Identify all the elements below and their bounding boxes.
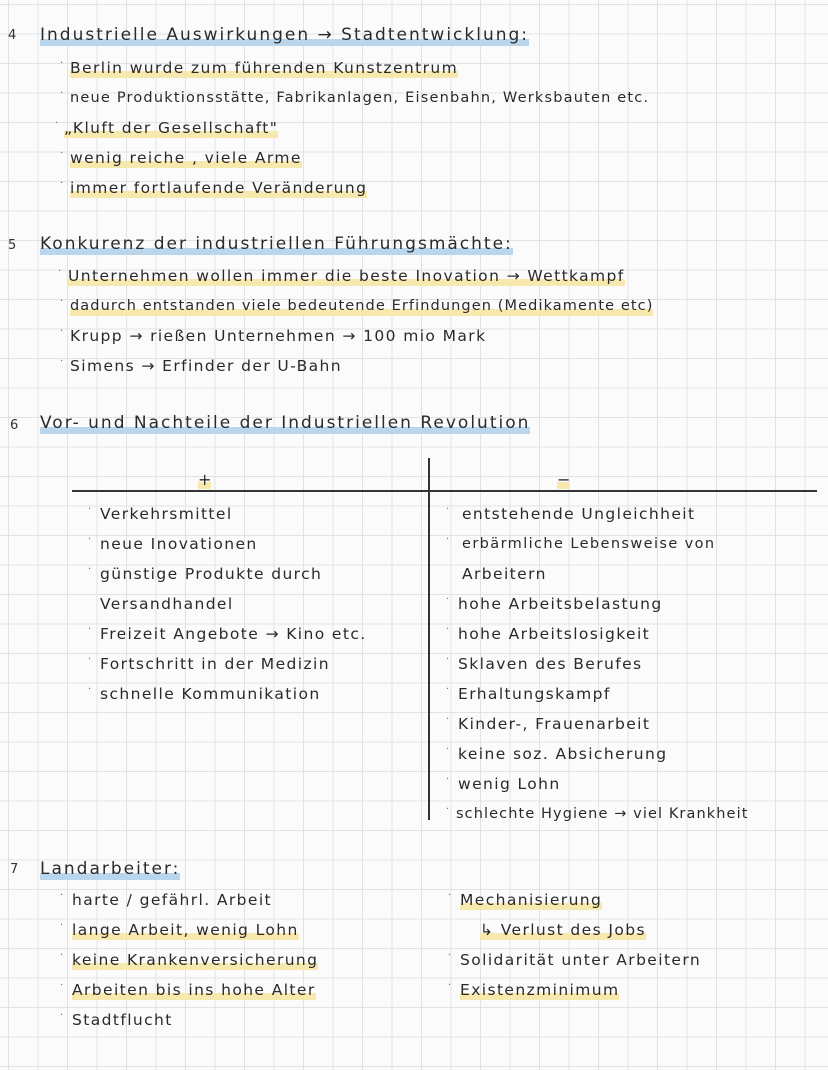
bullet: · <box>60 920 64 931</box>
bullet: · <box>446 804 450 815</box>
cons-symbol: − <box>557 470 571 489</box>
table-rule <box>72 490 817 492</box>
bullet: · <box>448 980 452 991</box>
bullet: · <box>60 58 64 69</box>
section-number: 4 <box>8 28 17 43</box>
list-item: Arbeiten bis ins hohe Alter <box>72 981 316 999</box>
bullet: · <box>446 774 450 785</box>
pros-item: schnelle Kommunikation <box>100 685 321 703</box>
cons-item: Kinder-, Frauenarbeit <box>458 715 651 733</box>
pros-item: Freizeit Angebote → Kino etc. <box>100 625 367 643</box>
bullet: · <box>60 296 64 307</box>
cons-item: keine soz. Absicherung <box>458 745 668 763</box>
bullet: · <box>60 890 64 901</box>
bullet: · <box>446 624 450 635</box>
list-item: Solidarität unter Arbeitern <box>460 951 702 969</box>
bullet: · <box>446 504 450 515</box>
cons-item: entstehende Ungleichheit <box>462 505 696 523</box>
bullet: · <box>60 178 64 189</box>
pros-item: günstige Produkte durch <box>100 565 323 583</box>
bullet: · <box>58 266 62 277</box>
section-title: Industrielle Auswirkungen → Stadtentwicklung: <box>40 25 530 45</box>
bullet: · <box>60 356 64 367</box>
bullet: · <box>60 1010 64 1021</box>
pros-item: neue Inovationen <box>100 535 258 553</box>
bullet: · <box>88 504 92 515</box>
bullet: · <box>446 684 450 695</box>
section-number: 6 <box>10 418 19 433</box>
bullet: · <box>448 890 452 901</box>
list-item: Krupp → rießen Unternehmen → 100 mio Mark <box>70 327 487 345</box>
list-item: „Kluft der Gesellschaft" <box>64 119 279 137</box>
list-item: keine Krankenversicherung <box>72 951 319 969</box>
list-item: lange Arbeit, wenig Lohn <box>72 921 299 939</box>
pros-symbol: + <box>198 470 212 489</box>
list-item: ↳ Verlust des Jobs <box>480 921 646 939</box>
cons-item: Erhaltungskampf <box>458 685 611 703</box>
pros-item: Verkehrsmittel <box>100 505 233 523</box>
list-item: Berlin wurde zum führenden Kunstzentrum <box>70 59 459 77</box>
list-item: neue Produktionsstätte, Fabrikanlagen, Eisenbahn, Werksbauten etc. <box>70 90 650 106</box>
section-title: Landarbeiter: <box>40 859 181 879</box>
list-item: immer fortlaufende Veränderung <box>70 179 368 197</box>
pros-item: Fortschritt in der Medizin <box>100 655 330 673</box>
bullet: · <box>448 950 452 961</box>
list-item: harte / gefährl. Arbeit <box>72 891 273 909</box>
bullet: · <box>446 534 450 545</box>
cons-item: schlechte Hygiene → viel Krankheit <box>456 806 749 822</box>
bullet: · <box>60 148 64 159</box>
list-item: Mechanisierung <box>460 891 603 909</box>
cons-item: hohe Arbeitsbelastung <box>458 595 663 613</box>
section-title: Konkurenz der industriellen Führungsmächte: <box>40 234 513 254</box>
bullet: · <box>88 534 92 545</box>
section-title: Vor- und Nachteile der Industriellen Revolution <box>40 413 531 433</box>
list-item: Simens → Erfinder der U-Bahn <box>70 357 342 375</box>
list-item: Unternehmen wollen immer die beste Inovation → Wettkampf <box>68 267 625 285</box>
section-number: 5 <box>8 238 17 253</box>
list-item: dadurch entstanden viele bedeutende Erfindungen (Medikamente etc) <box>70 298 654 314</box>
cons-item: Sklaven des Berufes <box>458 655 643 673</box>
bullet: · <box>446 654 450 665</box>
bullet: · <box>446 744 450 755</box>
table-divider <box>428 458 430 820</box>
list-item: Existenzminimum <box>460 981 620 999</box>
cons-item: wenig Lohn <box>458 775 561 793</box>
bullet: · <box>446 594 450 605</box>
bullet: · <box>88 684 92 695</box>
bullet: · <box>88 564 92 575</box>
pros-item: Versandhandel <box>100 595 234 613</box>
bullet: · <box>88 654 92 665</box>
bullet: · <box>55 118 59 129</box>
list-item: wenig reiche , viele Arme <box>70 149 302 167</box>
bullet: · <box>60 88 64 99</box>
cons-item: hohe Arbeitslosigkeit <box>458 625 651 643</box>
list-item: Stadtflucht <box>72 1011 173 1029</box>
bullet: · <box>60 980 64 991</box>
bullet: · <box>446 714 450 725</box>
bullet: · <box>60 326 64 337</box>
cons-item: erbärmliche Lebensweise von <box>462 536 716 552</box>
cons-item: Arbeitern <box>462 565 547 583</box>
bullet: · <box>88 624 92 635</box>
section-number: 7 <box>10 862 19 877</box>
bullet: · <box>60 950 64 961</box>
